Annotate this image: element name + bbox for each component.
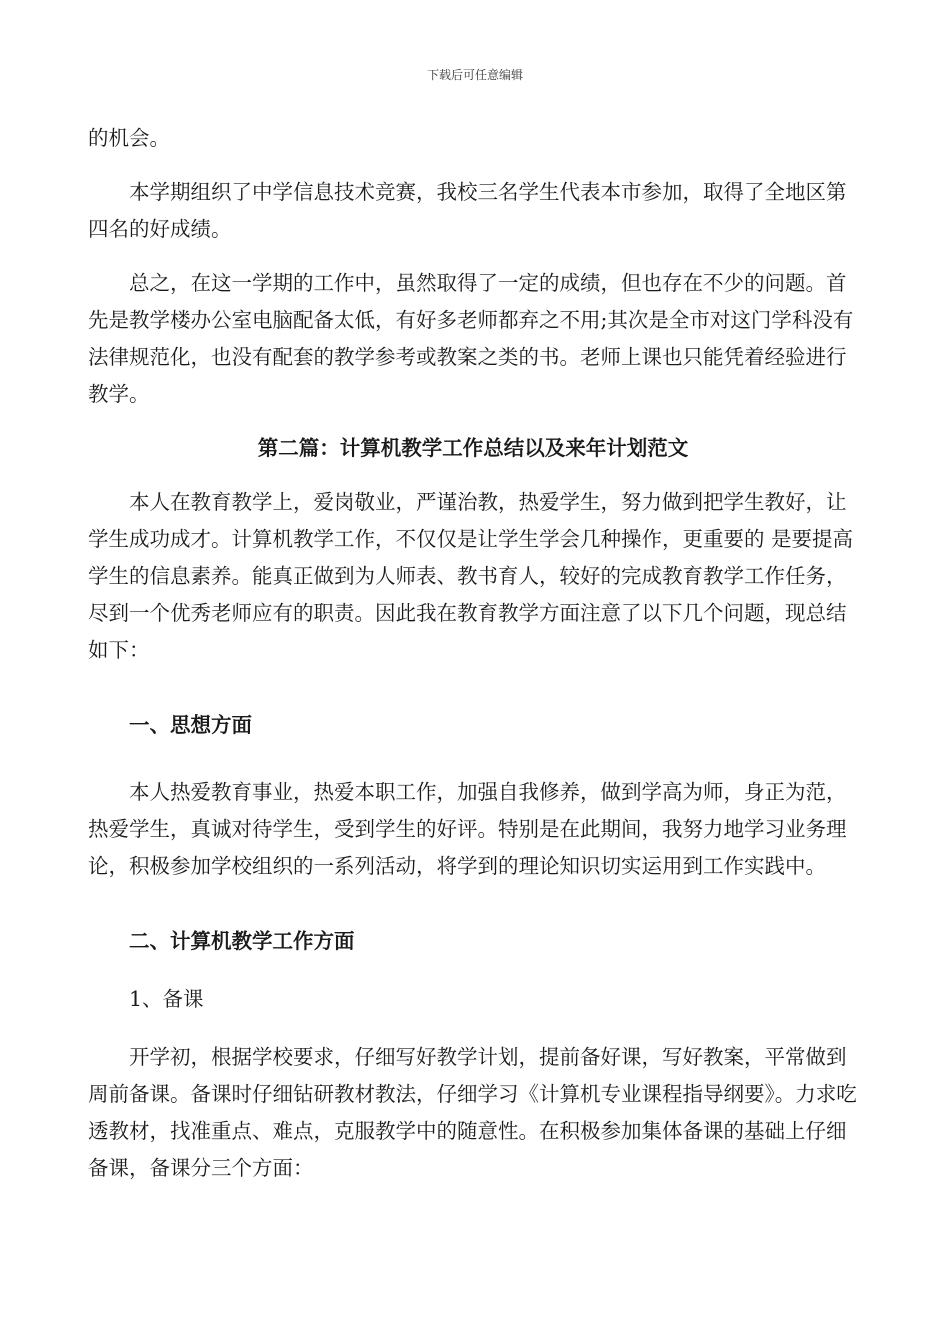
paragraph-summary: 总之，在这一学期的工作中，虽然取得了一定的成绩，但也存在不少的问题。首先是教学楼办公室电脑配备太低，有好多老师都弃之不用;其次是全市对这门学科没有法律规范化，也没有配套的教学参考或教案之类的书。老师上课也只能凭着经验进行教学。 (88, 271, 854, 406)
heading-teaching: 二、计算机教学工作方面 (129, 929, 355, 953)
document-body (88, 120, 858, 1187)
paragraph-continuation: 的机会。 (88, 126, 170, 150)
heading-thought: 一、思想方面 (129, 713, 252, 737)
paragraph-lesson-prep: 开学初，根据学校要求，仔细写好教学计划，提前备好课，写好教案，平常做到周前备课。备课时仔细钻研教材教法，仔细学习《计算机专业课程指导纲要》。力求吃透教材，找准重点、难点，克服教学中的随意性。在积极参加集体备课的基础上仔细备课，备课分三个方面： (88, 1045, 857, 1180)
paragraph-thought: 本人热爱教育事业，热爱本职工作，加强自我修养，做到学高为师，身正为范，热爱学生，真诚对待学生，受到学生的好评。特别是在此期间，我努力地学习业务理论，积极参加学校组织的一系列活动，将学到的理论知识切实运用到工作实践中。 (88, 780, 847, 878)
paragraph-competition: 本学期组织了中学信息技术竞赛，我校三名学生代表本市参加，取得了全地区第四名的好成绩。 (88, 180, 847, 241)
section-title: 第二篇：计算机教学工作总结以及来年计划范文 (257, 436, 689, 460)
paragraph-intro: 本人在教育教学上，爱岗敬业，严谨治教，热爱学生，努力做到把学生教好，让学生成功成才。计算机教学工作，不仅仅是让学生学会几种操作，更重要的 是要提高学生的信息素养。能真正做到为人师表、教书育人，较好的完成教育教学工作任务，尽到一个优秀老师应有的职责。因此我在教育教学方面注意了以下几个问题，现总结如下： (88, 490, 854, 662)
page-header: 下载后可任意编辑 (426, 68, 523, 82)
heading-lesson-prep: 1、备课 (129, 987, 204, 1011)
